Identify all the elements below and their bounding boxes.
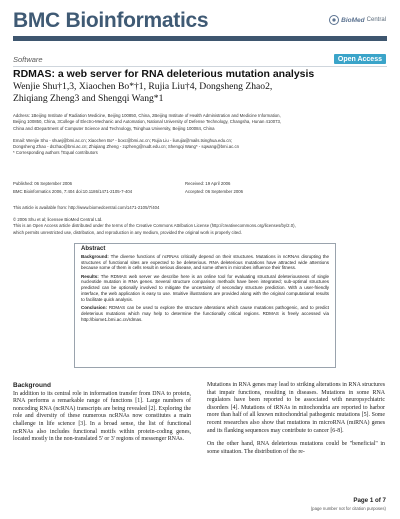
logo-text: Central	[366, 17, 386, 23]
logo-mark-icon	[329, 15, 339, 25]
email-line: Dongsheng Zhao - dszhao@bmi.ac.cn; Zhiqiang Zheng - zqzheng@nudt.edu.cn; Shengqi Wang* - sqwang@bmi.ac.cn	[13, 144, 239, 150]
logo-brand: BioMed	[341, 16, 365, 24]
section-label: Software	[13, 55, 43, 64]
license-info	[13, 205, 385, 236]
abstract-text: The RDMAS web server we describe here is an online tool for evaluating structural deleteriousness of single nucleotide mutation in RNA genes. Several structure comparison methods have been integrated; sub-optimal structures predicted can be optionally involved to mitigate the uncertainty of secondary structure prediction. With a user-friendly interface, the web application is easy to use. Intuitive illustrations are provided along with the original computational results to facilitate quick analysis.	[81, 273, 330, 302]
affiliations	[13, 113, 385, 157]
article-title: RDMAS: a web server for RNA deleterious mutation analysis	[13, 68, 315, 80]
email-line: Email: Wenjie Shu - shuwj@bmi.ac.cn; Xiaochen Bo* - boxc@bmi.ac.cn; Rujia Liu - liurujia@mails.tsinghua.edu.cn;	[13, 137, 233, 143]
accepted-date: Accepted: 06 September 2006	[185, 188, 244, 194]
article-url-line: This article is available from: http://www.biomedcentral.com/1471-2105/7/404	[13, 205, 160, 210]
affiliation-line: Address: 1Beijing Institute of Radiation Medicine, Beijing 100850, China, 2Beijing Institute of Health Administration and Medicine Information,	[13, 113, 281, 118]
divider	[13, 66, 387, 67]
published-date: Published: 06 September 2006	[13, 181, 73, 186]
body-paragraph: On the other hand, RNA deleterious mutations could be "beneficial" in some situation. The distribution of the re-	[207, 441, 385, 455]
body-column-right	[207, 382, 385, 462]
abstract-results	[81, 274, 329, 303]
author-line: Zhiqiang Zheng3 and Shengqi Wang*1	[13, 93, 164, 104]
body-column-left	[13, 382, 191, 450]
abstract-label: Conclusion:	[81, 305, 107, 311]
journal-title: BMC Bioinformatics	[13, 9, 209, 32]
header-bar	[13, 36, 387, 41]
copyright-line: © 2006 Shu et al; licensee BioMed Central Ltd.	[13, 216, 103, 222]
affiliation-line: Beijing 100850, China, 3College of Electro-Mechanic and Automation, National University of Defense Technology, Changsha, Hunan 410073,	[13, 119, 282, 125]
abstract-text: The diverse functions of ncRNAs critically depend on their structures. Mutations in ncRNAs disrupting the structures of functional sites are expected to be deleterious. RNA deleterious mutations have attracted wide attentions because some of them in cells result in serious disease, and some others in microbes influence their fitness.	[81, 253, 329, 271]
author-list	[13, 81, 385, 105]
page-note: (page number not for citation purposes)	[310, 506, 386, 511]
abstract-background	[81, 254, 329, 271]
affiliation-line: China and 4Department of Computer Science and Technology, Tsinghua University, Beijing 100084, China	[13, 125, 215, 131]
section-heading: Background	[13, 382, 51, 389]
abstract-label: Results:	[81, 273, 99, 279]
received-accepted	[185, 180, 243, 195]
abstract-conclusion	[81, 305, 329, 322]
body-paragraph: Mutations in RNA genes may lead to striking alterations in RNA structures that impair functions, resulting in diseases. Mutations in some RNA regulators have been reported to be associated with neuropsychiatric disorders [4]. Mutations of tRNAs in mitochondria are reported to harbor more than half of all known mitochondrial pathogenic mutations [5]. Some recent researches also show that mutations in microRNA (miRNA) genes and its flanking sequences may contribute to cancer [6-8].	[207, 382, 385, 434]
abstract-heading: Abstract	[81, 246, 106, 252]
body-paragraph: In addition to its central role in information transfer from DNA to protein, RNA performs a remarkable range of functions [1]. Large numbers of noncoding RNA (ncRNA) transcripts are being revealed [2]. Exploring the role and diversity of these numerous ncRNAs now constitutes a main challenge in life science [3]. In a broad sense, the list of functional ncRNAs also includes functional motifs within protein-coding genes, located mostly in the non-translated 5' or 3' regions of messenger RNAs.	[13, 390, 191, 443]
open-access-badge: Open Access	[334, 54, 386, 64]
author-line: Wenjie Shu†1,3, Xiaochen Bo*†1, Rujia Liu†4, Dongsheng Zhao2,	[13, 81, 273, 92]
biomed-central-logo	[329, 15, 386, 25]
page-number: Page 1 of 7	[353, 497, 386, 504]
abstract-text: RDMAS can be used to explore the structure alterations which cause mutations pathogenic, and to predict deleterious mutations which may help to determine the functionally critical regions. RDMAS is freely accessed via http://biome1.bmi.ac.cn/rdmas.	[81, 305, 329, 322]
publication-info	[13, 180, 132, 195]
license-line: which permits unrestricted use, distribution, and reproduction in any medium, provided the original work is properly cited.	[13, 229, 242, 235]
abstract-label: Background:	[81, 253, 109, 259]
corresponding-note: * Corresponding authors †Equal contributors	[13, 150, 98, 156]
license-line: This is an Open Access article distributed under the terms of the Creative Commons Attribution License (http://creativecommons.org/licenses/by/2.0),	[13, 223, 296, 229]
citation-line: BMC Bioinformatics 2006, 7:404 doi:10.1186/1471-2105-7-404	[13, 188, 133, 194]
received-date: Received: 19 April 2006	[185, 181, 231, 186]
abstract-box	[74, 243, 336, 368]
